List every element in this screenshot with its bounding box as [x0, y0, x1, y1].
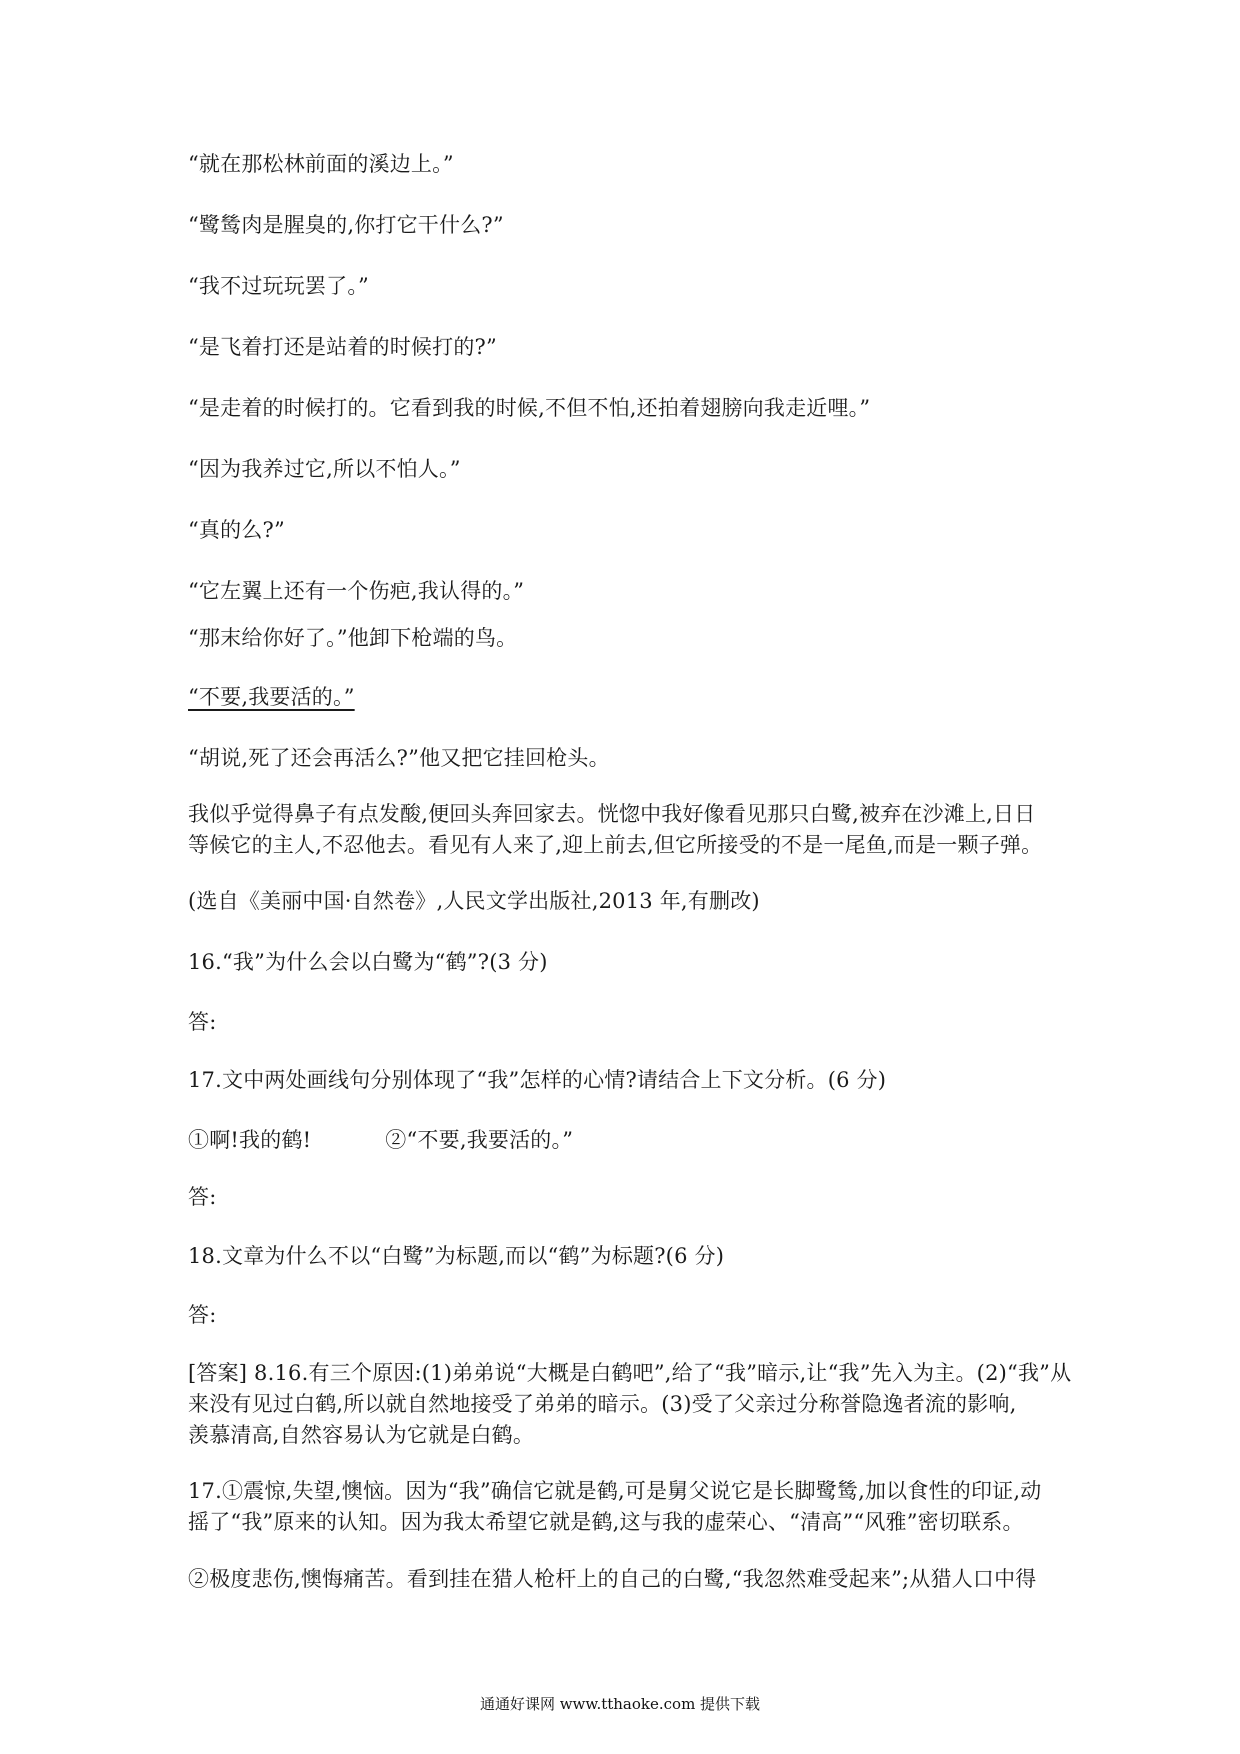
answer-label: 答:	[188, 1010, 217, 1034]
dialogue-line: “那末给你好了。”他卸下枪端的鸟。	[188, 626, 518, 650]
narrative-line: 等候它的主人,不忍他去。看见有人来了,迎上前去,但它所接受的不是一尾鱼,而是一颗子弹。	[188, 833, 1043, 857]
underlined-line-wrapper	[188, 681, 1068, 713]
question-17-item-1: ①啊!我的鹤!	[188, 1128, 312, 1152]
answer-17-2-line: ②极度悲伤,懊悔痛苦。看到挂在猎人枪杆上的自己的白鹭,“我忽然难受起来”;从猎人口中得	[188, 1567, 1037, 1591]
dialogue-line: “是飞着打还是站着的时候打的?”	[188, 335, 497, 359]
dialogue-line: “我不过玩玩罢了。”	[188, 274, 369, 298]
dialogue-line: “真的么?”	[188, 518, 285, 542]
page-footer: 通通好课网 www.tthaoke.com 提供下载	[479, 1695, 761, 1713]
answer-16-line: 羡慕清高,自然容易认为它就是白鹤。	[188, 1423, 535, 1447]
dialogue-line: “胡说,死了还会再活么?”他又把它挂回枪头。	[188, 746, 610, 770]
dialogue-line: “因为我养过它,所以不怕人。”	[188, 457, 461, 481]
answer-16-line: 来没有见过白鹤,所以就自然地接受了弟弟的暗示。(3)受了父亲过分称誉隐逸者流的影响,	[188, 1392, 1017, 1416]
answer-17-1-line: 17.①震惊,失望,懊恼。因为“我”确信它就是鹤,可是舅父说它是长脚鹭鸶,加以食性的印证,动	[188, 1479, 1042, 1503]
answer-16-line: [答案] 8.16.有三个原因:(1)弟弟说“大概是白鹤吧”,给了“我”暗示,让“我”先入为主。(2)“我”从	[188, 1361, 1072, 1385]
question-18: 18.文章为什么不以“白鹭”为标题,而以“鹤”为标题?(6 分)	[188, 1244, 725, 1268]
answer-label: 答:	[188, 1303, 217, 1327]
question-16: 16.“我”为什么会以白鹭为“鹤”?(3 分)	[188, 950, 548, 974]
dialogue-line: “它左翼上还有一个伤疤,我认得的。”	[188, 579, 525, 603]
answer-17-1-line: 摇了“我”原来的认知。因为我太希望它就是鹤,这与我的虚荣心、“清高”“风雅”密切联系。	[188, 1510, 1024, 1534]
source-citation: (选自《美丽中国·自然卷》,人民文学出版社,2013 年,有删改)	[188, 889, 760, 913]
dialogue-line: “鹭鸶肉是腥臭的,你打它干什么?”	[188, 213, 504, 237]
question-17-items	[188, 1124, 1068, 1156]
narrative-line: 我似乎觉得鼻子有点发酸,便回头奔回家去。恍惚中我好像看见那只白鹭,被弃在沙滩上,日日	[188, 802, 1036, 826]
dialogue-line: “就在那松林前面的溪边上。”	[188, 152, 454, 176]
dialogue-line: “是走着的时候打的。它看到我的时候,不但不怕,还拍着翅膀向我走近哩。”	[188, 396, 871, 420]
question-17: 17.文中两处画线句分别体现了“我”怎样的心情?请结合上下文分析。(6 分)	[188, 1068, 887, 1092]
underlined-dialogue-line: “不要,我要活的。”	[188, 685, 355, 709]
answer-label: 答:	[188, 1185, 217, 1209]
question-17-item-2: ②“不要,我要活的。”	[385, 1128, 574, 1152]
